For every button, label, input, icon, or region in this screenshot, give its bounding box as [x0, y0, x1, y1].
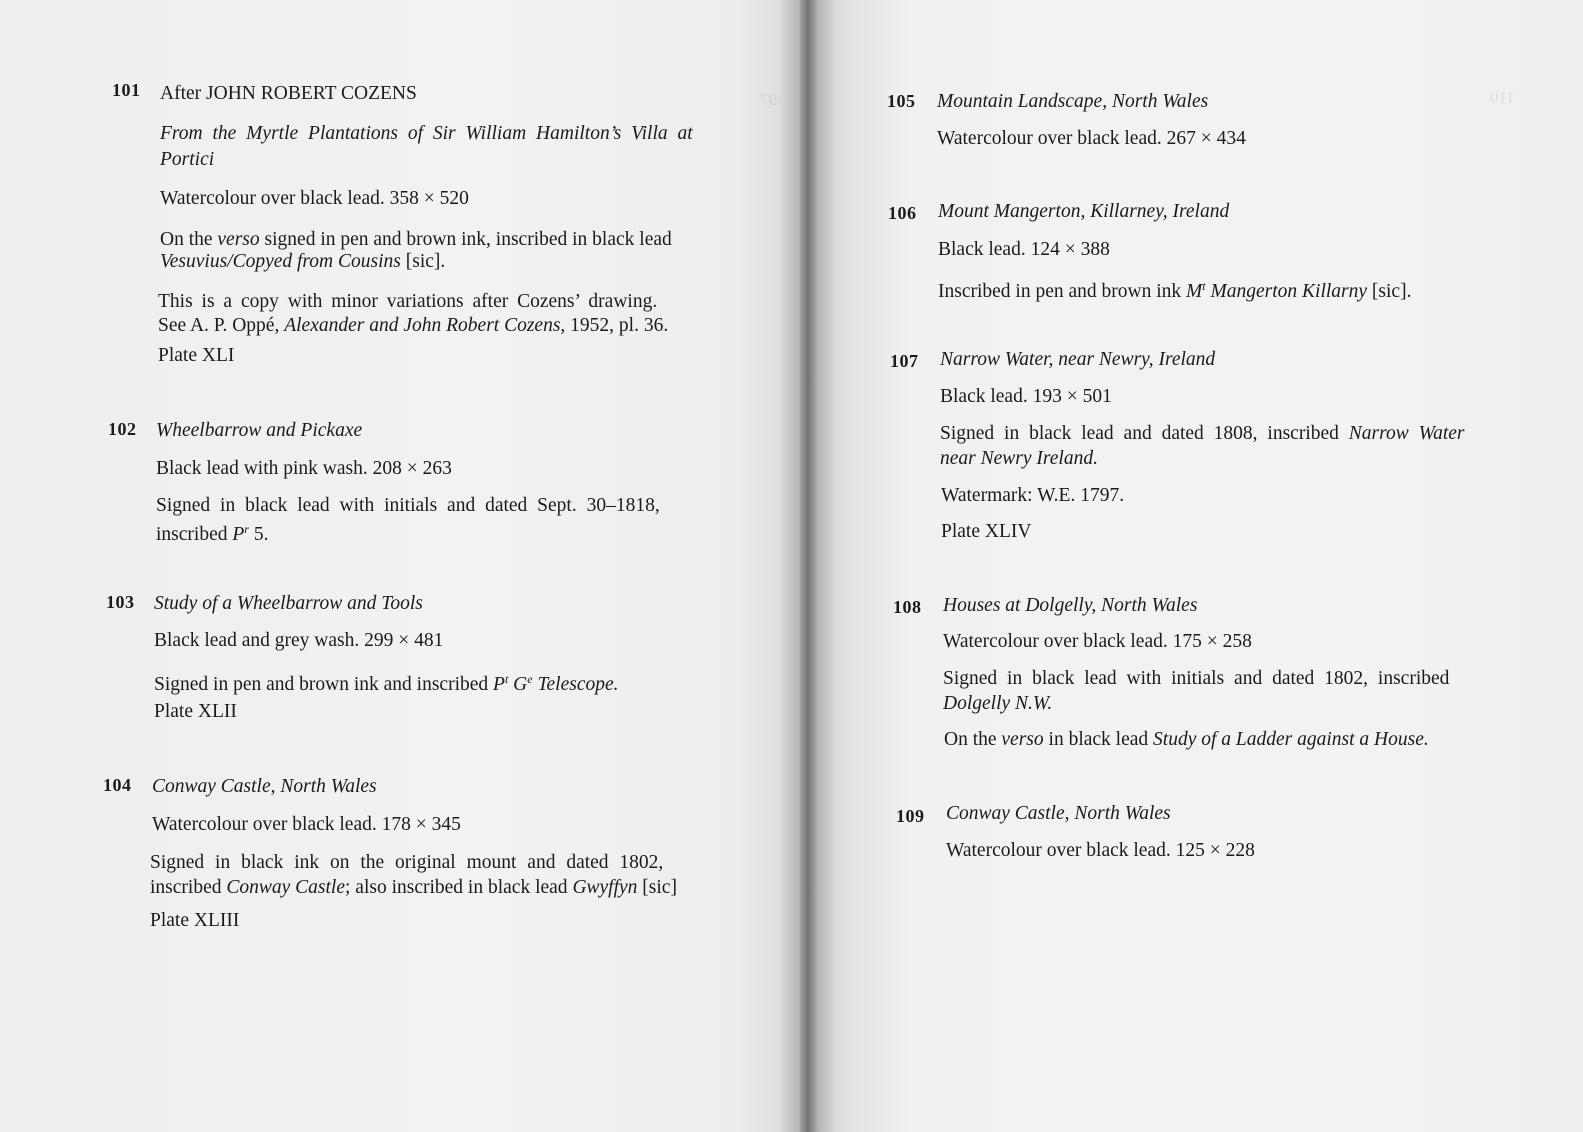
entry-title: Conway Castle, North Wales	[946, 803, 1171, 824]
text: See A. P. Oppé,	[158, 315, 285, 336]
entry-medium: Watercolour over black lead. 267 × 434	[937, 128, 1246, 149]
entry-note-cont	[158, 314, 668, 338]
entry-number: 108	[893, 597, 922, 617]
entry-medium: Watercolour over black lead. 178 × 345	[152, 814, 461, 835]
superscript: e	[527, 672, 533, 686]
text: On the	[944, 729, 1002, 750]
text: , 1952, pl. 36.	[560, 315, 669, 336]
text: On the	[160, 229, 218, 250]
right-page	[800, 0, 1583, 1132]
entry-title: Study of a Wheelbarrow and Tools	[154, 593, 423, 614]
text: Narrow Water	[1348, 423, 1465, 444]
show-through-text: 110	[1490, 88, 1515, 107]
entry-number: 103	[106, 592, 135, 612]
entry-subtitle-cont: Portici	[160, 149, 215, 170]
entry-signature: Signed in black lead with initials and dated 1802, inscribed	[943, 668, 1450, 689]
entry-title: Mountain Landscape, North Wales	[937, 91, 1209, 112]
book-gutter	[778, 0, 838, 1132]
text: Gwyffyn	[572, 877, 638, 898]
entry-signature-cont: Dolgelly N.W.	[943, 693, 1053, 714]
text: Study of a Ladder against a House.	[1153, 729, 1429, 750]
text: Vesuvius/Copyed from Cousins	[160, 251, 401, 272]
entry-medium: Black lead with pink wash. 208 × 263	[156, 458, 452, 479]
text: inscribed	[156, 524, 233, 545]
entry-title: Houses at Dolgelly, North Wales	[943, 595, 1198, 616]
entry-title: Mount Mangerton, Killarney, Ireland	[938, 201, 1230, 222]
entry-signature-cont	[150, 876, 677, 900]
text: P	[493, 674, 505, 695]
entry-medium: Watercolour over black lead. 125 × 228	[946, 840, 1255, 861]
text: [sic]	[637, 877, 677, 898]
entry-plate: Plate XLII	[154, 701, 237, 722]
entry-signature: Signed in black lead with initials and dated Sept. 30–1818,	[156, 495, 660, 516]
text: Signed in pen and brown ink and inscribed	[154, 674, 494, 695]
entry-inscription	[938, 274, 1411, 304]
entry-medium: Black lead and grey wash. 299 × 481	[154, 630, 444, 651]
text: P	[232, 524, 245, 545]
entry-number: 105	[887, 91, 916, 111]
entry-subtitle: From the Myrtle Plantations of Sir William Hamilton’s Villa at	[160, 123, 693, 144]
text: signed in pen and brown ink, inscribed in black lead	[259, 229, 672, 250]
entry-plate: Plate XLI	[158, 345, 235, 366]
superscript: t	[504, 672, 509, 686]
title-prefix: After	[160, 83, 207, 104]
entry-signature	[940, 422, 1465, 446]
text: Conway Castle	[226, 877, 345, 898]
entry-medium: Black lead. 193 × 501	[940, 386, 1112, 407]
entry-title: Conway Castle, North Wales	[152, 776, 377, 797]
entry-note: This is a copy with minor variations after Cozens’ drawing.	[158, 291, 658, 312]
entry-number: 104	[103, 775, 132, 795]
entry-number: 101	[112, 80, 141, 100]
entry-signature	[154, 667, 619, 697]
entry-verso	[944, 728, 1429, 752]
entry-number: 109	[896, 806, 925, 826]
text: in black lead	[1043, 729, 1154, 750]
entry-plate: Plate XLIV	[941, 521, 1032, 542]
entry-plate: Plate XLIII	[150, 910, 240, 931]
text: inscribed	[150, 877, 227, 898]
text: [sic].	[400, 251, 446, 272]
text: Inscribed in pen and brown ink	[938, 281, 1187, 302]
entry-signature: Signed in black ink on the original mount and dated 1802,	[150, 852, 664, 873]
entry-title: Narrow Water, near Newry, Ireland	[940, 349, 1216, 370]
text: M	[1186, 281, 1203, 302]
entry-verso	[160, 228, 672, 252]
show-through-text: 97	[760, 90, 777, 109]
entry-number: 106	[888, 203, 917, 223]
entry-number: 107	[890, 351, 919, 371]
entry-signature-cont: near Newry Ireland.	[940, 448, 1098, 469]
text: verso	[217, 229, 260, 250]
text: 5.	[248, 524, 269, 545]
entry-medium: Watercolour over black lead. 358 × 520	[160, 188, 469, 209]
text: G	[508, 674, 528, 695]
text: Telescope.	[532, 674, 619, 695]
entry-title: Wheelbarrow and Pickaxe	[156, 420, 363, 441]
text: verso	[1001, 729, 1044, 750]
text: [sic].	[1367, 281, 1412, 302]
entry-number: 102	[108, 419, 137, 439]
entry-verso-cont	[160, 250, 445, 274]
entry-title	[160, 82, 417, 106]
text: Signed in black lead and dated 1808, inscribed	[940, 423, 1349, 444]
entry-watermark: Watermark: W.E. 1797.	[941, 485, 1125, 506]
text: ; also inscribed in black lead	[345, 877, 573, 898]
superscript: t	[1202, 279, 1206, 293]
entry-signature-cont	[156, 517, 268, 547]
entry-medium: Black lead. 124 × 388	[938, 239, 1110, 260]
superscript: r	[244, 522, 249, 536]
text: Alexander and John Robert Cozens	[284, 315, 561, 336]
entry-medium: Watercolour over black lead. 175 × 258	[943, 631, 1252, 652]
text: Mangerton Killarny	[1205, 281, 1368, 302]
artist-name: JOHN ROBERT COZENS	[206, 83, 417, 104]
